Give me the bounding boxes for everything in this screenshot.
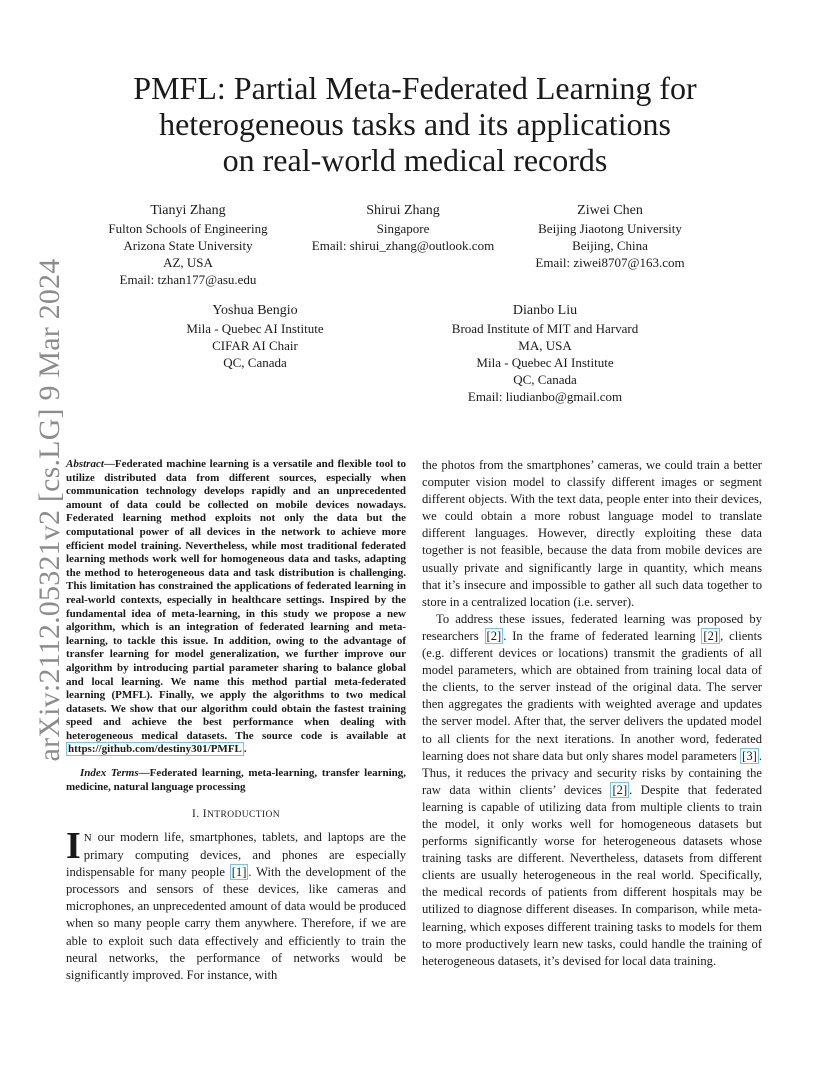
drop-cap: I	[66, 825, 81, 867]
author-affiliation: QC, Canada	[223, 355, 287, 370]
abstract	[66, 458, 406, 757]
citation-link[interactable]: [2]	[703, 628, 719, 643]
author-affiliation: Beijing, China	[572, 238, 648, 253]
author-block	[160, 301, 350, 371]
introduction-paragraph	[66, 825, 406, 984]
paragraph	[422, 611, 762, 970]
paragraph-text: , clients (e.g. different devices or locations) transmit the gradients of all model parameters, which are obtained from training local data of the clients, to the server instead of the original data. The server then aggregates the gradients with weighted average and updates the server model. After that, the server delivers the updated model to all clients for the next iterations. In another word, federated learning does not share data but only shares model parameters	[422, 628, 762, 763]
author-affiliation: CIFAR AI Chair	[212, 338, 298, 353]
author-affiliation: QC, Canada	[513, 372, 577, 387]
author-name: Dianbo Liu	[512, 303, 578, 318]
author-name: Shirui Zhang	[366, 203, 440, 218]
author-affiliation: MA, USA	[518, 338, 572, 353]
citation-link[interactable]: [2]	[612, 782, 628, 797]
intro-text-2: . With the development of the processors and sensors of these devices, like cameras and microphones, an unprecedented amount of data would be produced when so many people carry them anywhere. Therefore, if we are able to exploit such data effectively and efficiently to train the neural networks, the performance of networks would be significantly improved. For instance, with	[66, 865, 406, 982]
right-column	[422, 457, 762, 970]
author-affiliation: Mila - Quebec AI Institute	[476, 355, 614, 370]
intro-text-1: our modern life, smartphones, tablets, and laptops are the primary computing devices, and phones are especially indispensable for many people	[66, 830, 406, 880]
author-affiliation: Mila - Quebec AI Institute	[186, 321, 324, 336]
author-block	[420, 301, 670, 405]
section-heading	[66, 808, 406, 820]
author-email: Email: ziwei8707@163.com	[535, 255, 685, 270]
index-terms-label: Index Terms	[80, 767, 139, 779]
author-block	[500, 201, 720, 271]
author-email: Email: liudianbo@gmail.com	[467, 389, 623, 404]
author-name: Ziwei Chen	[577, 203, 643, 218]
author-email: Email: shirui_zhang@outlook.com	[311, 238, 495, 253]
author-block	[68, 201, 308, 288]
section-title-rest: NTRODUCTION	[207, 810, 281, 820]
source-code-link[interactable]: https://github.com/destiny301/PMFL	[68, 743, 242, 756]
title-line-3: on real-world medical records	[222, 142, 608, 178]
author-affiliation: Fulton Schools of Engineering	[108, 221, 268, 236]
author-block	[293, 201, 513, 254]
index-terms	[66, 767, 406, 794]
paragraph: the photos from the smartphones’ cameras, we could train a better computer vision model to classify different images or segment different objects. With the text data, people enter into their devices, we could obtain a more robust language model to translate different languages. However, directly exploiting these data together is not feasible, because the data from mobile devices are usually private and significantly large in quantity, which means that it’s insecure and impossible to gather all such data together to store in a centralized location (i.e. server).	[422, 458, 762, 609]
citation-link[interactable]: [2]	[486, 628, 502, 643]
paragraph-text: . Thus, it reduces the privacy and security risks by containing the raw data within clients’ devices	[422, 748, 762, 797]
paragraph-text: To address these issues, federated learning was proposed by researchers	[422, 611, 762, 643]
abstract-text: —Federated machine learning is a versatile and flexible tool to utilize distributed data from different sources, especially when communication technology develops rapidly and an unprecedented amount of data could be collected on mobile devices nowadays. Federated learning method exploits not only the data but the computational power of all devices in the network to achieve more efficient model training. Nevertheless, while most traditional federated learning methods work well for homogeneous data and tasks, adapting the method to heterogeneous data and task distribution is challenging. This limitation has constrained the applications of federated learning in real-world contexts, especially in healthcare settings. Inspired by the fundamental idea of meta-learning, in this study we propose a new algorithm, which is an integration of federated learning and meta-learning, to tackle this issue. In addition, owing to the advantage of transfer learning for model generalization, we further improve our algorithm by introducing partial parameter sharing to balance global and local learning. We name this method partial meta-federated learning (PMFL). Finally, we apply the algorithms to two medical datasets. We show that our algorithm could obtain the fastest training speed and achieve the best performance when dealing with heterogeneous medical datasets. The source code is available at	[66, 458, 406, 742]
abstract-label: Abstract	[66, 458, 104, 470]
arxiv-identifier: arXiv:2112.05321v2 [cs.LG] 9 Mar 2024	[33, 258, 66, 762]
author-affiliation: AZ, USA	[163, 255, 213, 270]
citation-link[interactable]: [1]	[231, 865, 247, 880]
author-email: Email: tzhan177@asu.edu	[119, 272, 257, 287]
abstract-end: .	[243, 743, 247, 756]
index-terms-text: —Federated learning, meta-learning, transfer learning, medicine, natural language processing	[66, 767, 406, 793]
paragraph-text: . In the frame of federated learning	[503, 628, 702, 643]
citation-link[interactable]: [3]	[742, 748, 757, 763]
author-name: Tianyi Zhang	[150, 203, 226, 218]
author-affiliation: Arizona State University	[123, 238, 253, 253]
first-word-rest: N	[83, 832, 93, 844]
author-affiliation: Broad Institute of MIT and Harvard	[451, 321, 639, 336]
author-name: Yoshua Bengio	[212, 303, 298, 318]
paper-title	[90, 70, 740, 178]
paragraph-text: . Despite that federated learning is capable of utilizing data from multiple clients to train the model, it only works well for homogeneous datasets but performs significantly worse for heterogeneous datasets whose training tasks are different. Nevertheless, datasets from different clients are usually heterogeneous in the real world. Specifically, the medical records of patients from different hospitals may be utilized to diagnose different diseases. In comparison, while meta-learning, which exposes different training tasks to models for them to more productively learn new tasks, could handle the training of heterogeneous datasets, it’s devised for local data training.	[422, 782, 762, 968]
author-affiliation: Singapore	[376, 221, 430, 236]
section-first-letter: I	[202, 808, 207, 820]
author-affiliation: Beijing Jiaotong University	[538, 221, 682, 236]
title-line-1: PMFL: Partial Meta-Federated Learning for	[133, 70, 697, 106]
section-numeral: I.	[191, 808, 203, 820]
title-line-2: heterogeneous tasks and its applications	[159, 106, 671, 142]
